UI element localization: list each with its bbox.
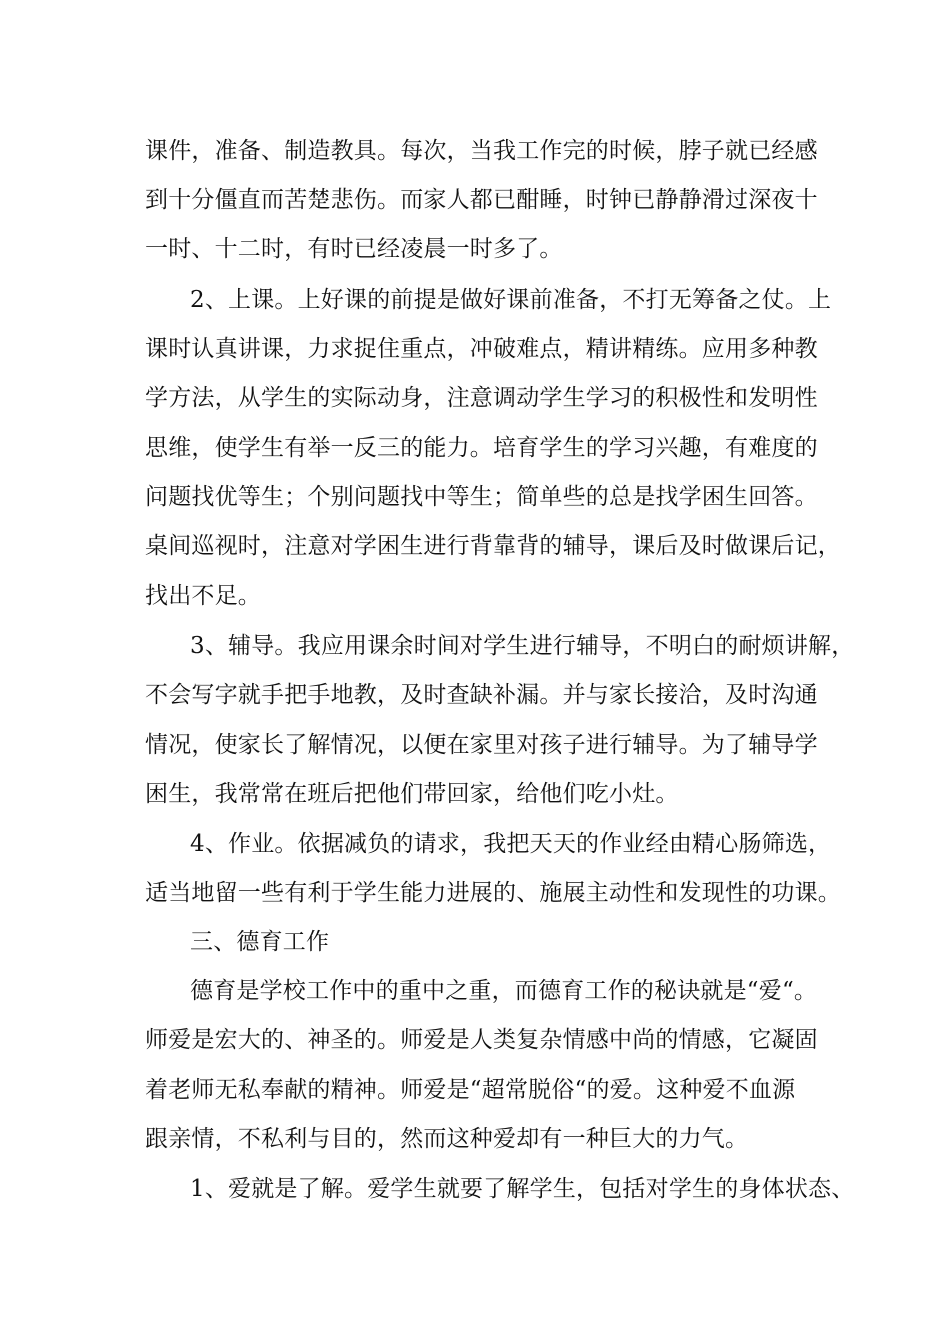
text-line: 课时认真讲课，力求捉住重点，冲破难点，精讲精练。应用多种教 [145,336,818,362]
text-line: 到十分僵直而苦楚悲伤。而家人都已酣睡，时钟已静静滑过深夜十 [145,187,818,213]
text-line: 学方法，从学生的实际动身，注意调动学生学习的积极性和发明性 [145,385,818,411]
text-line: 困生，我常常在班后把他们带回家，给他们吃小灶。 [145,781,679,807]
text-line: 找出不足。 [145,583,261,609]
text-line: 课件，准备、制造教具。每次，当我工作完的时候，脖子就已经感 [145,138,818,164]
text-line: 着老师无私奉献的精神。师爱是“超常脱俗“的爱。这种爱不血源 [145,1077,796,1103]
text-line: 问题找优等生；个别问题找中等生；简单些的总是找学困生回答。 [145,484,818,510]
text-line: 适当地留一些有利于学生能力进展的、施展主动性和发现性的功课。 [145,880,841,906]
text-line: 德育是学校工作中的重中之重，而德育工作的秘诀就是“爱“。 [190,978,818,1004]
text-line: 3、辅导。我应用课余时间对学生进行辅导，不明白的耐烦讲解， [190,633,855,659]
text-line: 跟亲情，不私利与目的，然而这种爱却有一种巨大的力气。 [145,1126,749,1152]
text-line: 1、爱就是了解。爱学生就要了解学生，包括对学生的身体状态、 [190,1176,855,1202]
text-line: 师爱是宏大的、神圣的。师爱是人类复杂情感中尚的情感，它凝固 [145,1027,818,1053]
text-line: 不会写字就手把手地教，及时查缺补漏。并与家长接洽，及时沟通 [145,682,818,708]
text-line: 4、作业。依据减负的请求，我把天天的作业经由精心肠筛选， [190,831,832,857]
text-line: 桌间巡视时，注意对学困生进行背靠背的辅导，课后及时做课后记， [145,533,841,559]
section-heading: 三、德育工作 [190,929,330,955]
text-line: 一时、十二时，有时已经凌晨一时多了。 [145,236,563,262]
text-line: 2、上课。上好课的前提是做好课前准备，不打无筹备之仗。上 [190,287,832,313]
text-line: 情况，使家长了解情况，以便在家里对孩子进行辅导。为了辅导学 [145,732,818,758]
text-line: 思维，使学生有举一反三的能力。培育学生的学习兴趣，有难度的 [145,435,818,461]
